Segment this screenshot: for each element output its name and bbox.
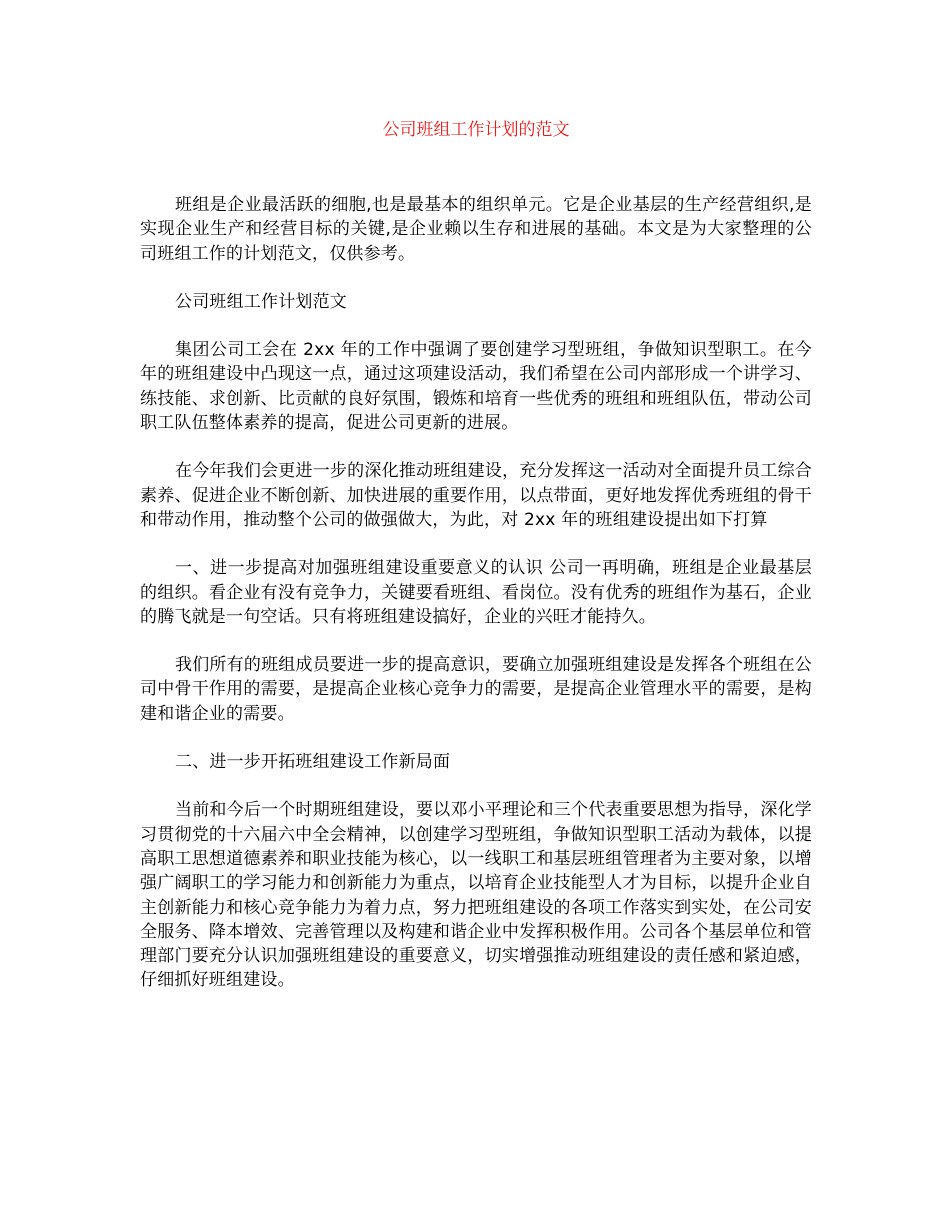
paragraph-point-one: 一、进一步提高对加强班组建设重要意义的认识 公司一再明确，班组是企业最基层的组织。看企业有没有竞争力，关键要看班组、看岗位。没有优秀的班组作为基石，企业的腾飞就是一句空话。只有将班组建设搞好，企业的兴旺才能持久。 (140, 558, 812, 627)
paragraph-section-heading: 公司班组工作计划范文 (175, 291, 347, 312)
paragraph-awareness: 我们所有的班组成员要进一步的提高意识，要确立加强班组建设是发挥各个班组在公司中骨干作用的需要，是提高企业核心竞争力的需要，是提高企业管理水平的需要，是构建和谐企业的需要。 (140, 655, 812, 724)
paragraph-point-two: 二、进一步开拓班组建设工作新局面 (175, 752, 451, 773)
paragraph-learning-team: 集团公司工会在 2xx 年的工作中强调了要创建学习型班组，争做知识型职工。在今年的班组建设中凸现这一点，通过这项建设活动，我们希望在公司内部形成一个讲学习、练技能、求创新、比贡献的良好氛围，锻炼和培育一些优秀的班组和班组队伍，带动公司职工队伍整体素养的提高，促进公司更新的进展。 (140, 340, 812, 434)
paragraph-guidance: 当前和今后一个时期班组建设，要以邓小平理论和三个代表重要思想为指导，深化学习贯彻党的十六届六中全会精神，以创建学习型班组，争做知识型职工活动为载体，以提高职工思想道德素养和职业技能为核心，以一线职工和基层班组管理者为主要对象，以增强广阔职工的学习能力和创新能力为重点，以培育企业技能型人才为目标，以提升企业自主创新能力和核心竞争能力为着力点，努力把班组建设的各项工作落实到实处，在公司安全服务、降本增效、完善管理以及构建和谐企业中发挥积极作用。公司各个基层单位和管理部门要充分认识加强班组建设的重要意义，切实增强推动班组建设的责任感和紧迫感，仔细抓好班组建设。 (140, 800, 812, 991)
paragraph-intro: 班组是企业最活跃的细胞,也是最基本的组织单元。它是企业基层的生产经营组织,是实现企业生产和经营目标的关键,是企业赖以生存和进展的基础。本文是为大家整理的公司班组工作的计划范文，仅供参考。 (140, 195, 812, 264)
document-body (140, 193, 812, 1017)
paragraph-deepen-construction: 在今年我们会更进一步的深化推动班组建设，充分发挥这一活动对全面提升员工综合素养、促进企业不断创新、加快进展的重要作用，以点带面，更好地发挥优秀班组的骨干和带动作用，推动整个公司的做强做大，为此，对 2xx 年的班组建设提出如下打算 (140, 461, 812, 530)
document-title: 公司班组工作计划的范文 (382, 120, 570, 140)
